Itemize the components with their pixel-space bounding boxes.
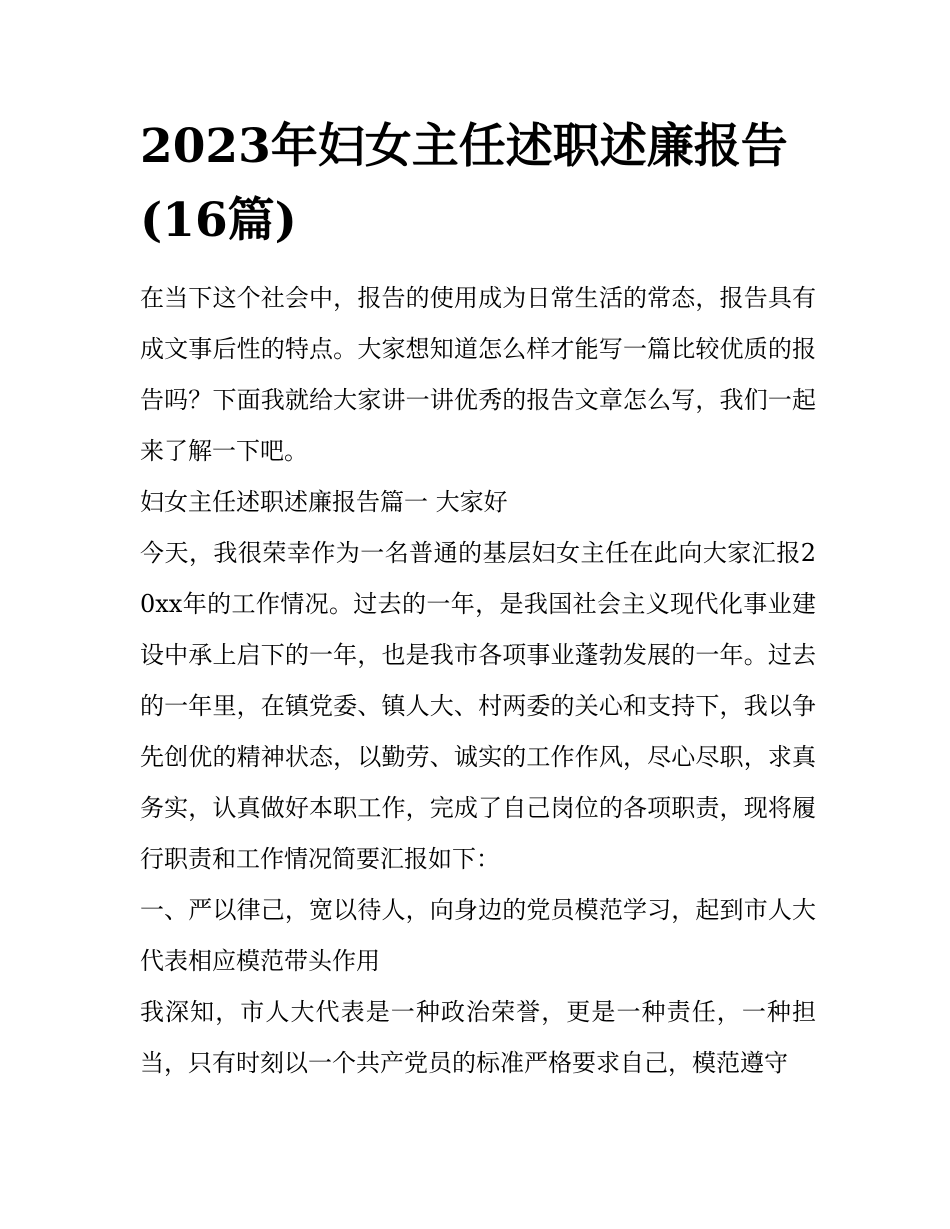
body-paragraph: 我深知，市人大代表是一种政治荣誉，更是一种责任，一种担当，只有时刻以一个共产党员的标准严格要求自己，模范遵守 [140,998,816,1077]
subsection-heading: 一、严以律己，宽以待人，向身边的党员模范学习，起到市人大代表相应模范带头作用 [140,896,816,975]
section-heading: 妇女主任述职述廉报告篇一 大家好 [140,488,508,516]
body-paragraph: 今天，我很荣幸作为一名普通的基层妇女主任在此向大家汇报20xx年的工作情况。过去的一年，是我国社会主义现代化事业建设中承上启下的一年，也是我市各项事业蓬勃发展的一年。过去的一年里，在镇党委、镇人大、村两委的关心和支持下，我以争先创优的精神状态，以勤劳、诚实的工作作风，尽心尽职，求真务实，认真做好本职工作，完成了自己岗位的各项职责，现将履行职责和工作情况简要汇报如下： [140,539,816,873]
document-title: 2023年妇女主任述职述廉报告(16篇) [140,119,788,248]
document-body [140,273,816,1089]
intro-paragraph: 在当下这个社会中，报告的使用成为日常生活的常态，报告具有成文事后性的特点。大家想知道怎么样才能写一篇比较优质的报告吗？下面我就给大家讲一讲优秀的报告文章怎么写，我们一起来了解一下吧。 [140,284,816,465]
